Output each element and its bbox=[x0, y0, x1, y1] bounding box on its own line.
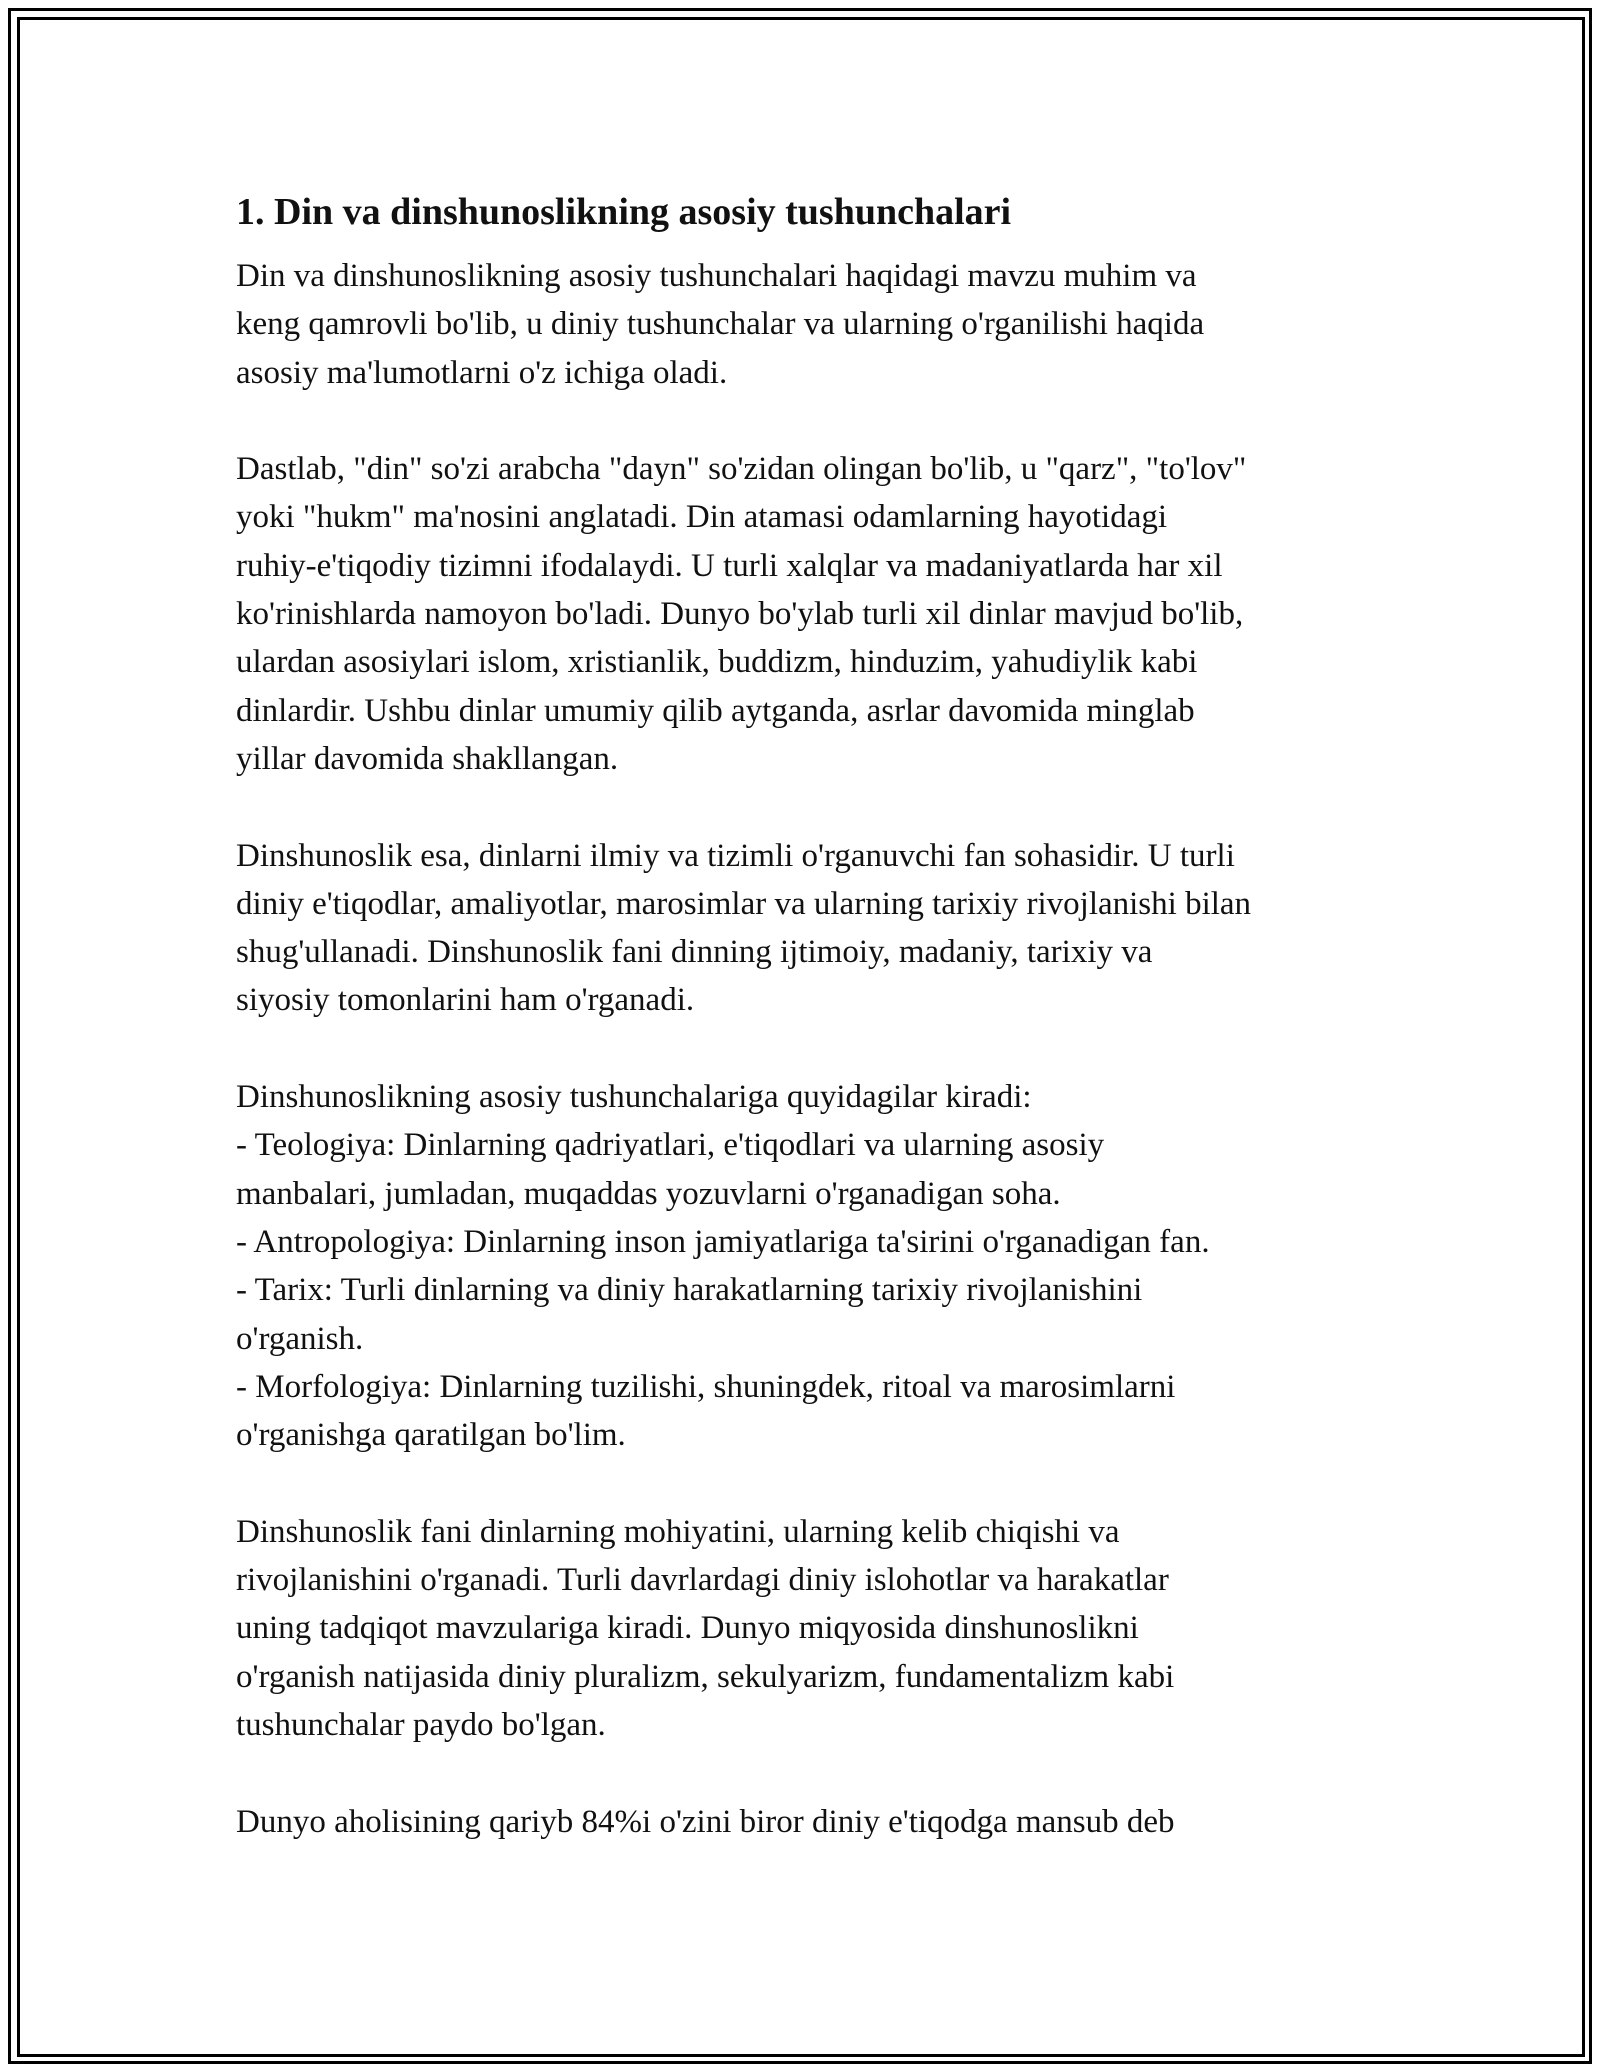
list-item: - Teologiya: Dinlarning qadriyatlari, e'tiqodlari va ularning asosiy bbox=[236, 1127, 1105, 1164]
text-line: Dinshunoslik esa, dinlarni ilmiy va tizimli o'rganuvchi fan sohasidir. U turli bbox=[236, 837, 1235, 874]
text-line: ko'rinishlarda namoyon bo'ladi. Dunyo bo'ylab turli xil dinlar mavjud bo'lib, bbox=[236, 596, 1244, 633]
paragraph-essence bbox=[236, 1508, 1376, 1749]
text-line: ruhiy-e'tiqodiy tizimni ifodalaydi. U turli xalqlar va madaniyatlarda har xil bbox=[236, 547, 1223, 584]
text-line: Dastlab, "din" so'zi arabcha "dayn" so'zidan olingan bo'lib, u "qarz", "to'lov" bbox=[236, 451, 1247, 488]
text-line: Dinshunoslik fani dinlarning mohiyatini, ularning kelib chiqishi va bbox=[236, 1513, 1120, 1550]
list-item: - Antropologiya: Dinlarning inson jamiyatlariga ta'sirini o'rganadigan fan. bbox=[236, 1223, 1210, 1260]
list-item: - Morfologiya: Dinlarning tuzilishi, shuningdek, ritoal va marosimlarni bbox=[236, 1368, 1176, 1405]
document-body bbox=[236, 186, 1376, 1894]
list-item-continuation: manbalari, jumladan, muqaddas yozuvlarni o'rganadigan soha. bbox=[236, 1175, 1061, 1212]
list-item-continuation: o'rganish. bbox=[236, 1320, 364, 1357]
text-line: rivojlanishini o'rganadi. Turli davrlardagi diniy islohotlar va harakatlar bbox=[236, 1562, 1169, 1599]
list-intro: Dinshunoslikning asosiy tushunchalariga quyidagilar kiradi: bbox=[236, 1079, 1032, 1116]
list-item-continuation: o'rganishga qaratilgan bo'lim. bbox=[236, 1417, 626, 1454]
section-heading: 1. Din va dinshunoslikning asosiy tushunchalari bbox=[236, 191, 1012, 233]
paragraph-population bbox=[236, 1798, 1376, 1846]
text-line: keng qamrovli bo'lib, u diniy tushunchalar va ularning o'rganilishi haqida bbox=[236, 306, 1205, 343]
paragraph-dinshunoslik-definition bbox=[236, 832, 1376, 1025]
text-line: Dunyo aholisining qariyb 84%i o'zini biror diniy e'tiqodga mansub deb bbox=[236, 1803, 1175, 1840]
text-line: shug'ullanadi. Dinshunoslik fani dinning ijtimoiy, madaniy, tarixiy va bbox=[236, 934, 1153, 971]
text-line: yillar davomida shakllangan. bbox=[236, 740, 619, 777]
text-line: ulardan asosiylari islom, xristianlik, buddizm, hinduzim, yahudiylik kabi bbox=[236, 644, 1198, 681]
text-line: tushunchalar paydo bo'lgan. bbox=[236, 1706, 606, 1743]
text-line: dinlardir. Ushbu dinlar umumiy qilib aytganda, asrlar davomida minglab bbox=[236, 692, 1195, 729]
text-line: yoki "hukm" ma'nosini anglatadi. Din atamasi odamlarning hayotidagi bbox=[236, 499, 1168, 536]
paragraph-din-etymology bbox=[236, 445, 1376, 783]
list-item: - Tarix: Turli dinlarning va diniy harakatlarning tarixiy rivojlanishini bbox=[236, 1272, 1143, 1309]
paragraph-key-concepts-list bbox=[236, 1073, 1376, 1459]
text-line: asosiy ma'lumotlarni o'z ichiga oladi. bbox=[236, 354, 728, 391]
text-line: uning tadqiqot mavzulariga kiradi. Dunyo miqyosida dinshunoslikni bbox=[236, 1610, 1139, 1647]
text-line: o'rganish natijasida diniy pluralizm, sekulyarizm, fundamentalizm kabi bbox=[236, 1658, 1175, 1695]
text-line: diniy e'tiqodlar, amaliyotlar, marosimlar va ularning tarixiy rivojlanishi bilan bbox=[236, 885, 1252, 922]
paragraph-intro bbox=[236, 252, 1376, 397]
text-line: siyosiy tomonlarini ham o'rganadi. bbox=[236, 982, 695, 1019]
text-line: Din va dinshunoslikning asosiy tushunchalari haqidagi mavzu muhim va bbox=[236, 258, 1197, 294]
